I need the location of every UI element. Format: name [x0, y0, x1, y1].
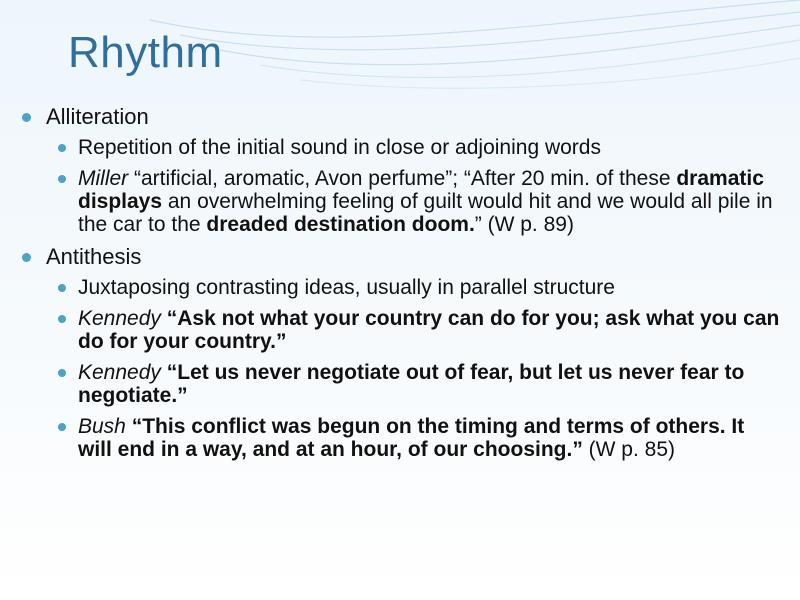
- bullet-dot-icon: [58, 175, 66, 183]
- quote-part: “artificial, aromatic, Avon perfume”; “After 20 min. of these: [128, 167, 677, 190]
- bullet-dot-icon: [22, 253, 31, 262]
- bullet-dot-icon: [22, 113, 31, 122]
- bullet-alliteration: [20, 104, 780, 130]
- bullet-dot-icon: [58, 423, 66, 431]
- quote-citation: (W p. 85): [582, 438, 676, 461]
- author-name: Bush: [78, 415, 126, 438]
- sub-bullet-example-kennedy-2: [20, 361, 780, 407]
- author-name: Kennedy: [78, 307, 161, 330]
- bullet-dot-icon: [58, 284, 66, 292]
- quote-part: an overwhelming feeling of guilt would hit and we would all pile in the car to the: [78, 190, 773, 236]
- section-heading: Alliteration: [46, 104, 149, 129]
- quote-citation: ” (W p. 89): [474, 213, 574, 236]
- author-name: Kennedy: [78, 361, 161, 384]
- section-heading: Antithesis: [46, 244, 142, 269]
- quote-bold: “This conflict was begun on the timing and terms of others. It will end in a way, and at an hour, of our choosing.”: [78, 415, 745, 461]
- quote-bold: “Let us never negotiate out of fear, but let us never fear to negotiate.”: [78, 361, 745, 407]
- slide-title: Rhythm: [68, 28, 223, 77]
- sub-bullet-definition: [20, 276, 780, 299]
- sub-bullet-definition: [20, 136, 780, 159]
- sub-bullet-example-bush: [20, 415, 780, 461]
- quote-bold: dreaded destination doom.: [206, 213, 475, 236]
- quote-bold: dramatic displays: [78, 167, 764, 213]
- author-name: Miller: [78, 167, 129, 190]
- slide-content: [20, 104, 780, 469]
- bullet-dot-icon: [58, 369, 66, 377]
- sub-bullet-example-kennedy-1: [20, 307, 780, 353]
- bullet-dot-icon: [58, 315, 66, 323]
- sub-bullet-example-miller: [20, 167, 780, 236]
- quote-bold: “Ask not what your country can do for you; ask what you can do for your country.”: [78, 307, 780, 353]
- bullet-dot-icon: [58, 144, 66, 152]
- definition-text: Repetition of the initial sound in close or adjoining words: [78, 136, 601, 159]
- bullet-antithesis: [20, 244, 780, 270]
- definition-text: Juxtaposing contrasting ideas, usually in parallel structure: [78, 276, 615, 299]
